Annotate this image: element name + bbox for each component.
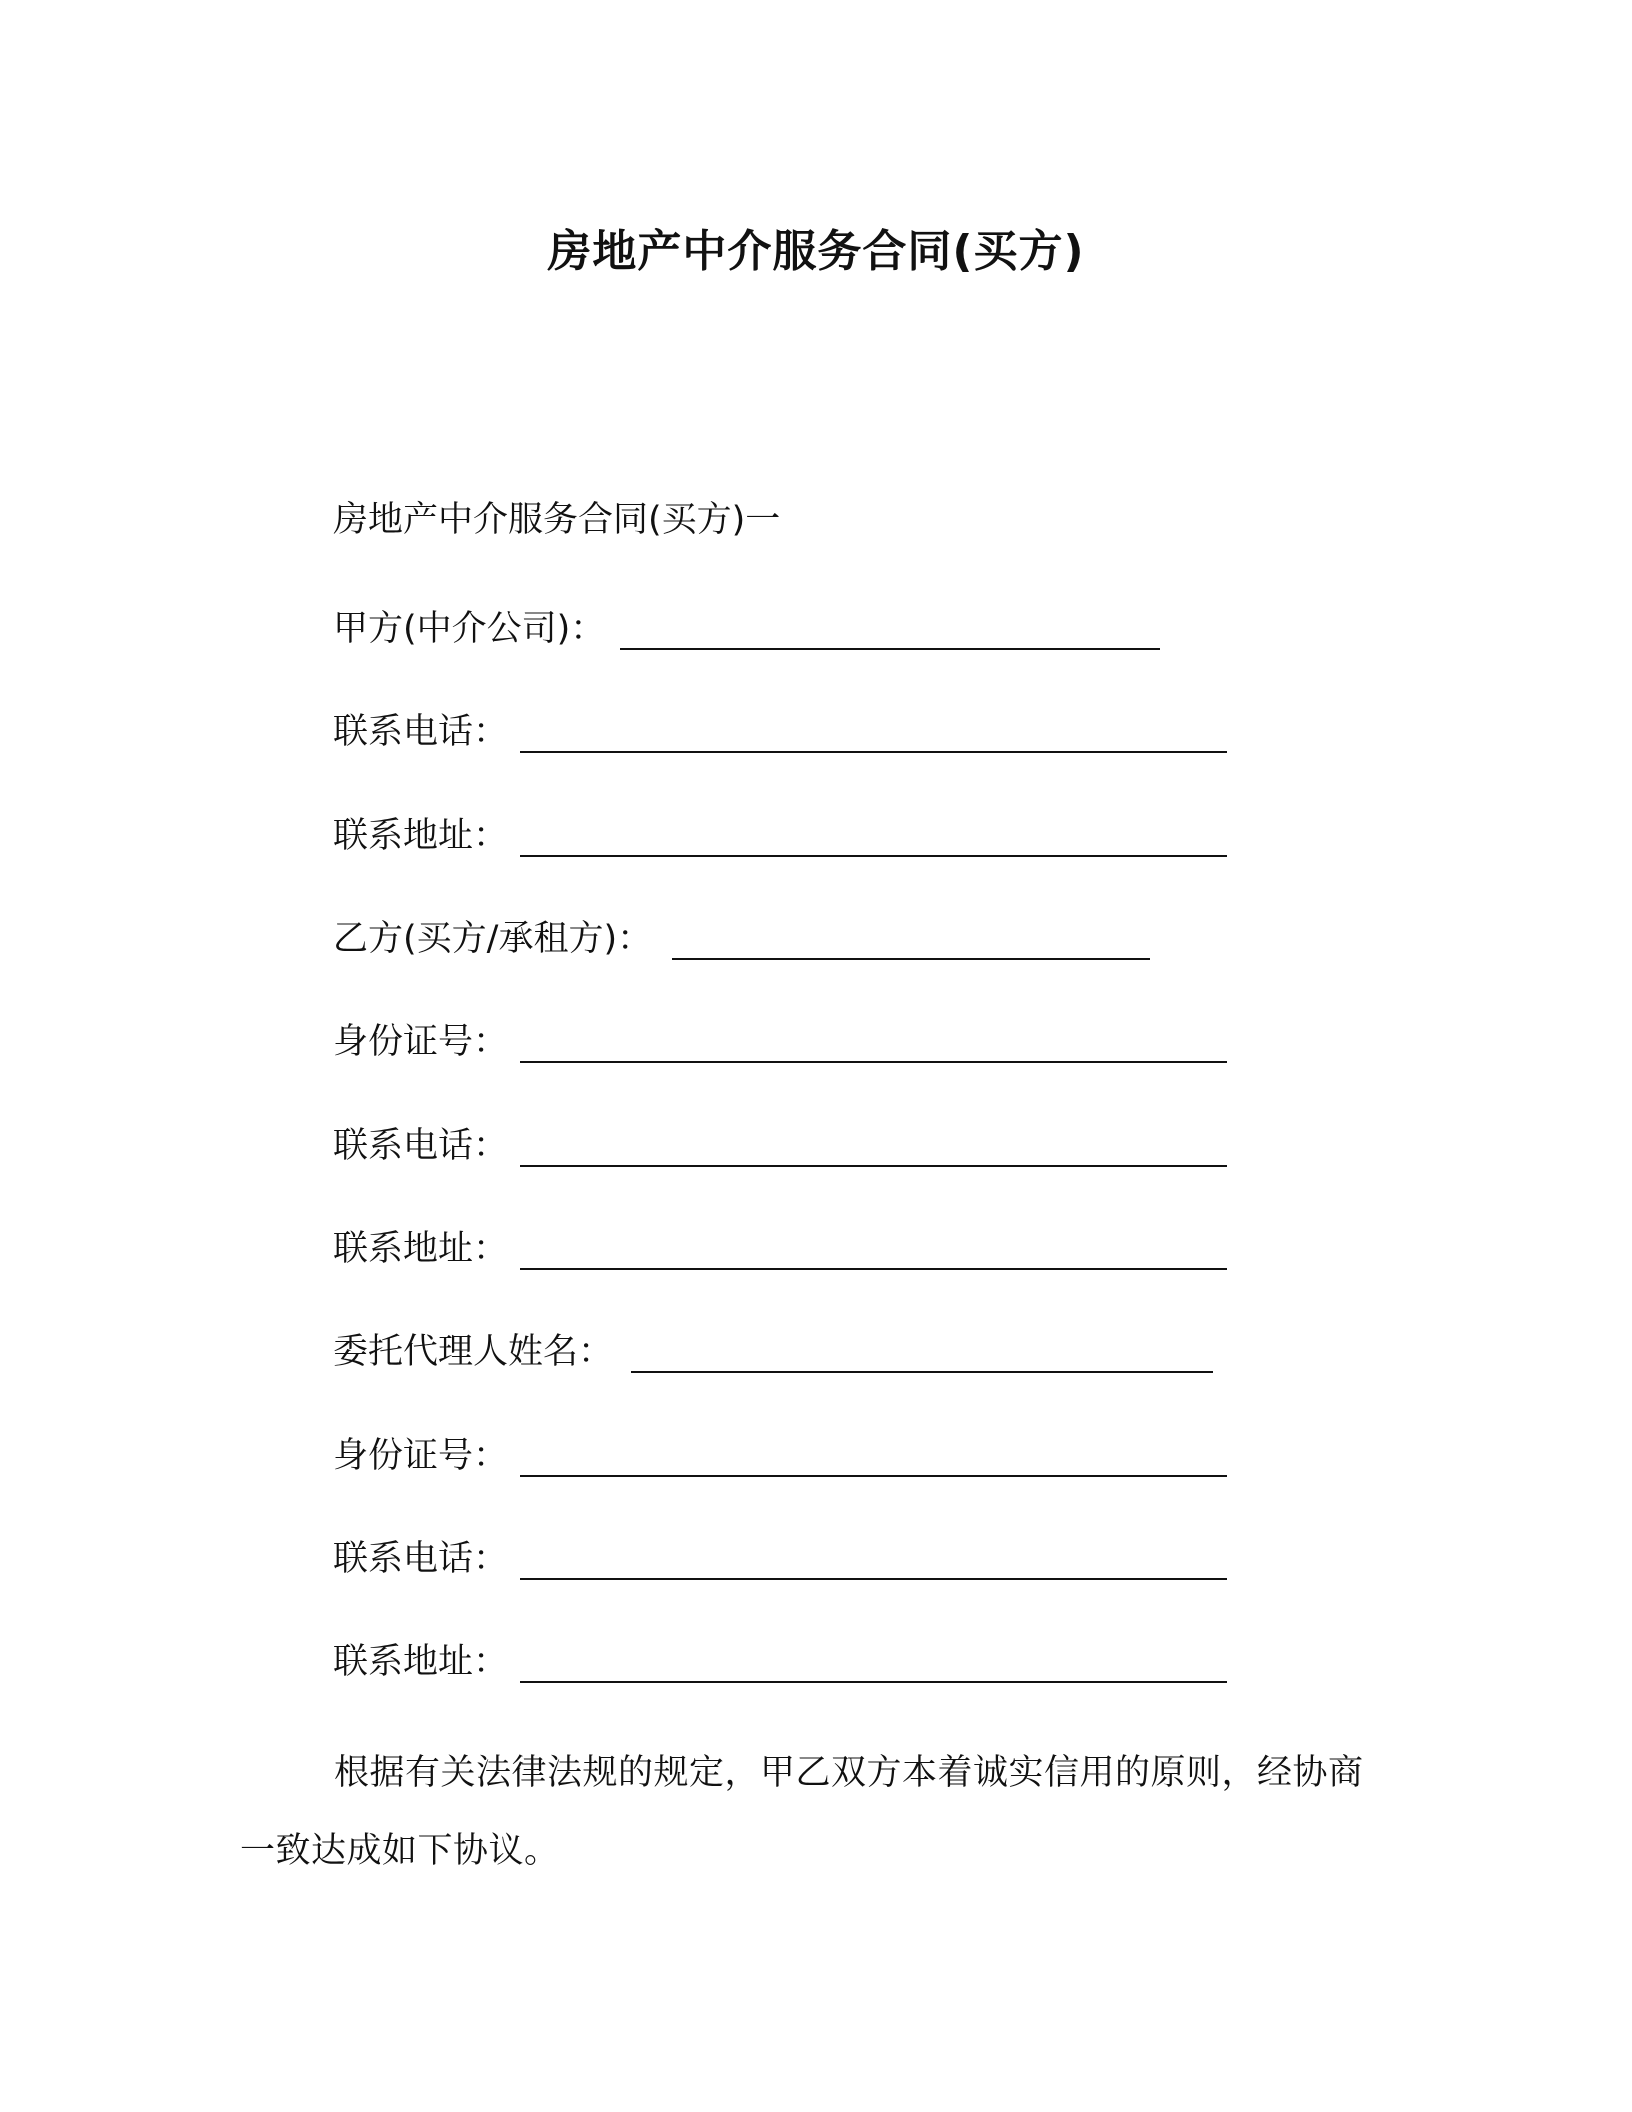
field-agent-address <box>333 1638 508 1686</box>
fill-in-blank[interactable] <box>620 648 1160 650</box>
fill-in-blank[interactable] <box>520 1165 1227 1167</box>
fill-in-blank[interactable] <box>520 1268 1227 1270</box>
field-party-a-phone <box>333 708 508 756</box>
field-label: 联系电话： <box>333 1539 509 1579</box>
fill-in-blank[interactable] <box>520 1475 1227 1477</box>
fill-in-blank[interactable] <box>520 751 1227 753</box>
field-label: 联系电话： <box>333 712 509 752</box>
field-label: 乙方(买方/承租方)： <box>333 919 653 959</box>
field-label: 身份证号： <box>333 1022 509 1062</box>
field-label: 联系电话： <box>333 1126 509 1166</box>
field-party-b-id-number <box>333 1018 508 1066</box>
agreement-paragraph: 根据有关法律法规的规定，甲乙双方本着诚实信用的原则，经协商一致达成如下协议。 <box>240 1753 1364 1871</box>
field-party-a-address <box>333 812 508 860</box>
field-label: 身份证号： <box>333 1436 509 1476</box>
field-party-b-address <box>333 1225 508 1273</box>
field-agent-id-number <box>333 1432 508 1480</box>
field-party-b-buyer <box>333 915 652 963</box>
fill-in-blank[interactable] <box>672 958 1150 960</box>
field-party-b-phone <box>333 1122 508 1170</box>
fill-in-blank[interactable] <box>520 1578 1227 1580</box>
fill-in-blank[interactable] <box>631 1371 1213 1373</box>
fill-in-blank[interactable] <box>520 1061 1227 1063</box>
fill-in-blank[interactable] <box>520 1681 1227 1683</box>
field-label: 委托代理人姓名： <box>333 1332 614 1372</box>
field-label: 联系地址： <box>333 816 509 856</box>
field-label: 联系地址： <box>333 1229 509 1269</box>
field-agent-name <box>333 1328 613 1376</box>
document-subtitle: 房地产中介服务合同(买方)一 <box>333 500 781 540</box>
fill-in-blank[interactable] <box>520 855 1227 857</box>
document-title: 房地产中介服务合同(买方) <box>547 226 1085 277</box>
field-label: 联系地址： <box>333 1642 509 1682</box>
field-agent-phone <box>333 1535 508 1583</box>
field-party-a-agency <box>333 605 605 653</box>
field-label: 甲方(中介公司)： <box>333 609 606 649</box>
